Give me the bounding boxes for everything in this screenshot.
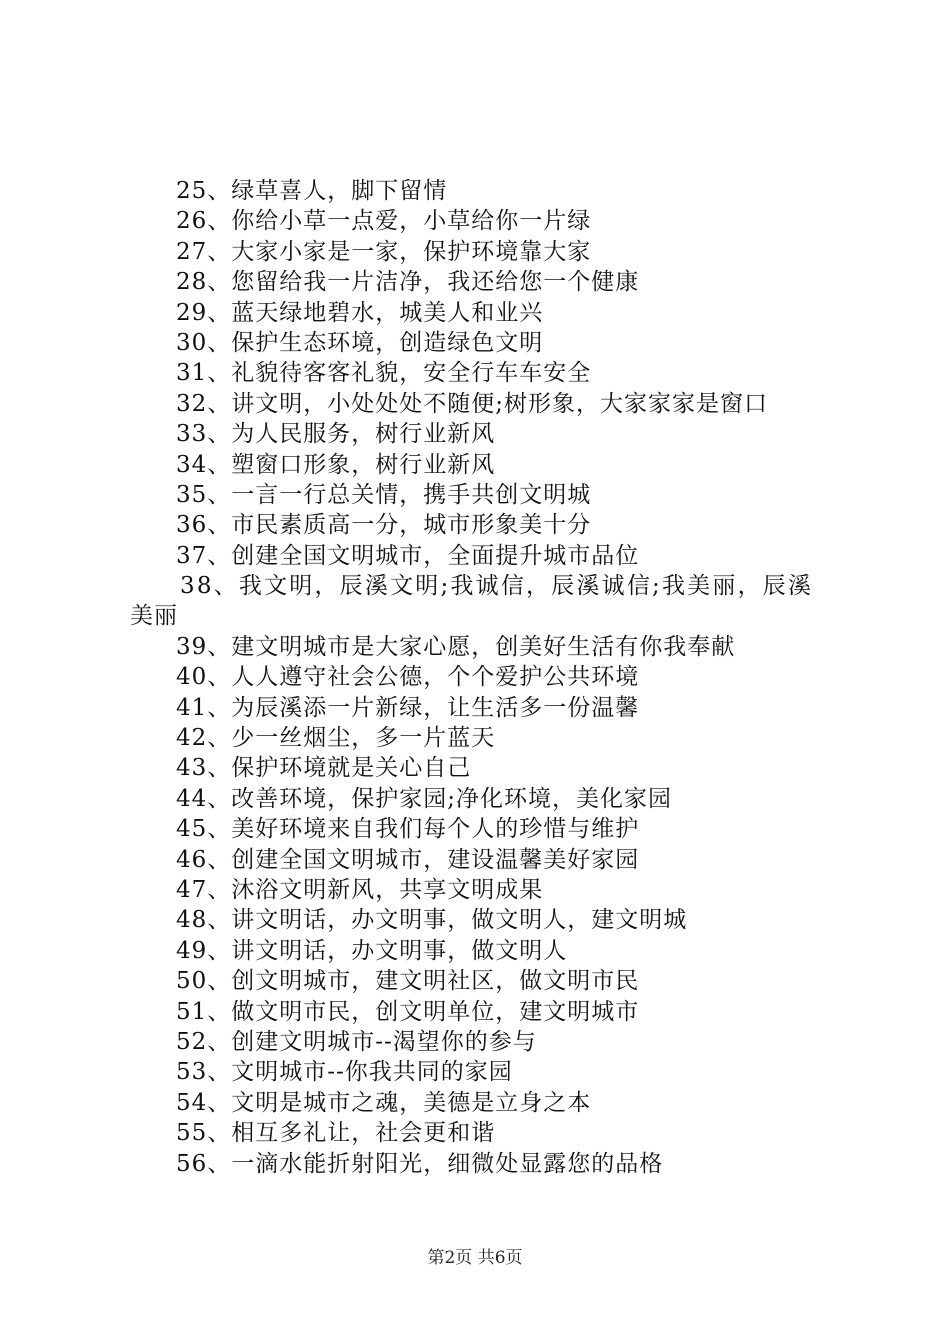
slogan-line: 43、保护环境就是关心自己 xyxy=(176,755,472,782)
slogan-line: 36、市民素质高一分，城市形象美十分 xyxy=(176,512,592,539)
page-number-footer: 第2页 共6页 xyxy=(427,1248,523,1268)
slogan-line: 52、创建文明城市--渴望你的参与 xyxy=(176,1028,537,1055)
slogan-line: 27、大家小家是一家，保护环境靠大家 xyxy=(176,238,592,265)
slogan-line: 45、美好环境来自我们每个人的珍惜与维护 xyxy=(176,816,640,843)
slogan-line: 29、蓝天绿地碧水，城美人和业兴 xyxy=(176,299,544,326)
slogan-line: 40、人人遵守社会公德，个个爱护公共环境 xyxy=(176,664,640,691)
slogan-line: 32、讲文明，小处处处不随便;树形象，大家家家是窗口 xyxy=(176,390,769,417)
slogan-line: 26、你给小草一点爱，小草给你一片绿 xyxy=(176,208,592,235)
slogan-line: 33、为人民服务，树行业新风 xyxy=(176,421,496,448)
slogan-line: 28、您留给我一片洁净，我还给您一个健康 xyxy=(176,269,640,296)
slogan-line: 55、相互多礼让，社会更和谐 xyxy=(176,1120,496,1147)
slogan-line: 54、文明是城市之魂，美德是立身之本 xyxy=(176,1089,592,1116)
slogan-line: 53、文明城市--你我共同的家园 xyxy=(176,1059,513,1086)
slogan-line: 50、创文明城市，建文明社区，做文明市民 xyxy=(176,968,640,995)
slogan-line: 51、做文明市民，创文明单位，建文明城市 xyxy=(176,998,640,1025)
slogan-line: 42、少一丝烟尘，多一片蓝天 xyxy=(176,725,496,752)
slogan-line: 46、创建全国文明城市，建设温馨美好家园 xyxy=(176,846,640,873)
slogan-line: 25、绿草喜人，脚下留情 xyxy=(176,178,448,204)
slogan-line: 56、一滴水能折射阳光，细微处显露您的品格 xyxy=(176,1150,664,1177)
slogan-line: 49、讲文明话，办文明事，做文明人 xyxy=(176,937,568,964)
slogan-line: 47、沐浴文明新风，共享文明成果 xyxy=(176,876,544,903)
slogan-line: 39、建文明城市是大家心愿，创美好生活有你我奉献 xyxy=(176,633,736,660)
slogan-line-continuation: 美丽 xyxy=(130,603,178,630)
slogan-line: 48、讲文明话，办文明事，做文明人，建文明城 xyxy=(176,907,688,934)
slogan-line: 34、塑窗口形象，树行业新风 xyxy=(176,451,496,478)
slogan-line: 30、保护生态环境，创造绿色文明 xyxy=(176,329,544,356)
slogan-line: 31、礼貌待客客礼貌，安全行车车安全 xyxy=(176,360,592,387)
slogan-line: 44、改善环境，保护家园;净化环境，美化家园 xyxy=(176,785,673,812)
slogan-line: 37、创建全国文明城市，全面提升城市品位 xyxy=(176,542,640,569)
slogan-line: 38、我文明，辰溪文明;我诚信，辰溪诚信;我美丽，辰溪 xyxy=(180,573,814,600)
slogan-line: 35、一言一行总关情，携手共创文明城 xyxy=(176,481,592,508)
slogan-list xyxy=(0,176,950,1179)
slogan-line: 41、为辰溪添一片新绿，让生活多一份温馨 xyxy=(176,694,640,721)
